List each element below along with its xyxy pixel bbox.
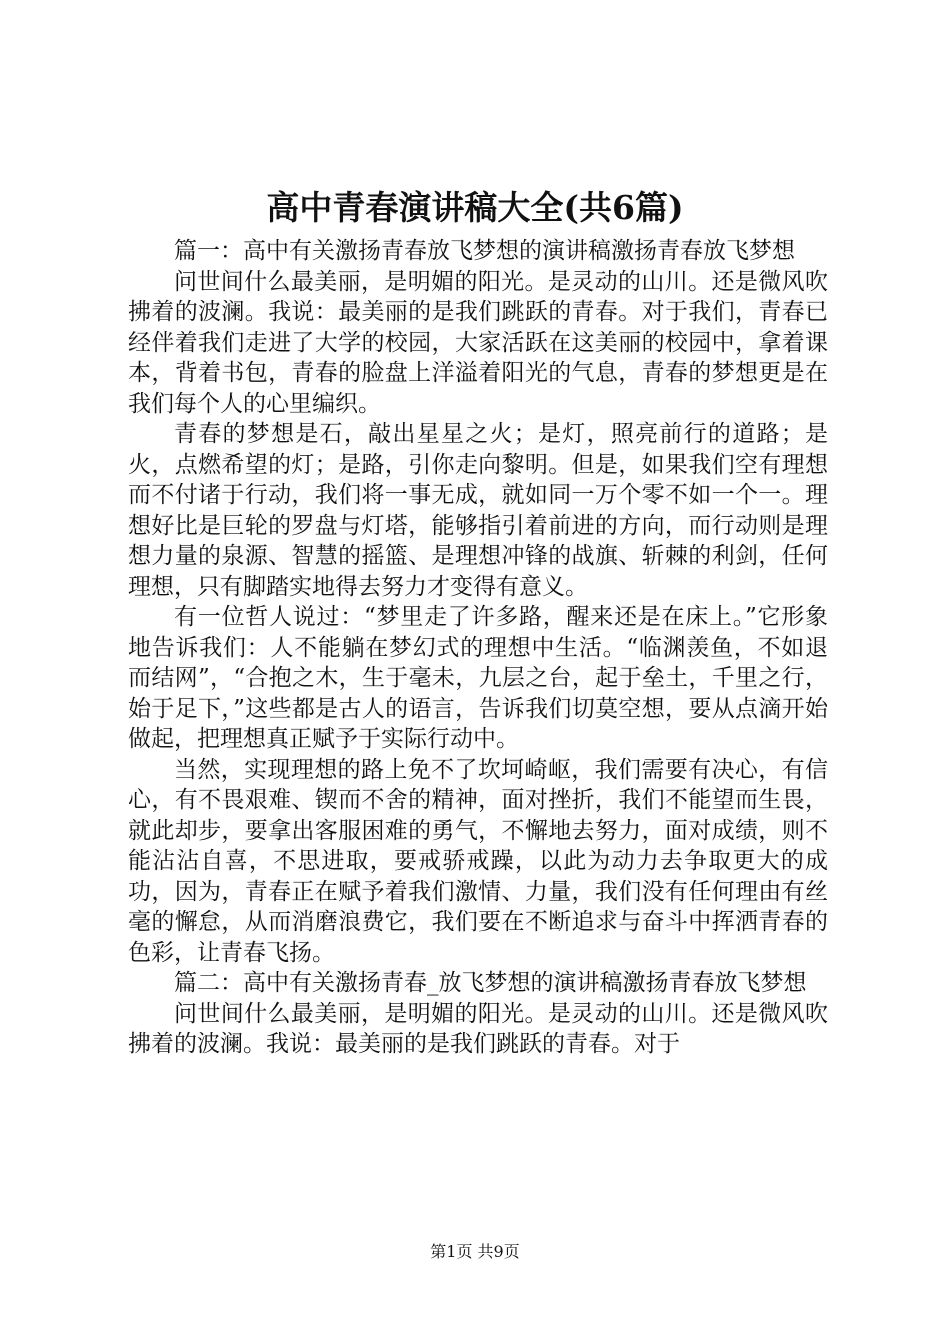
paragraph: 问世间什么最美丽，是明媚的阳光。是灵动的山川。还是微风吹拂着的波澜。我说：最美丽的是我们跳跃的青春。对于我们，青春已经伴着我们走进了大学的校园，大家活跃在这美丽的校园中，拿着课本，背着书包，青春的脸盘上洋溢着阳光的气息，青春的梦想更是在我们每个人的心里编织。 bbox=[128, 268, 828, 417]
paragraph: 青春的梦想是石，敲出星星之火；是灯，照亮前行的道路；是火，点燃希望的灯；是路，引你走向黎明。但是，如果我们空有理想而不付诸于行动，我们将一事无成，就如同一万个零不如一个一。理想好比是巨轮的罗盘与灯塔，能够指引着前进的方向，而行动则是理想力量的泉源、智慧的摇篮、是理想冲锋的战旗、斩棘的利剑，任何理想，只有脚踏实地得去努力才变得有意义。 bbox=[128, 421, 828, 600]
page-number-footer: 第1页 共9页 bbox=[430, 1242, 520, 1261]
paragraph: 问世间什么最美丽，是明媚的阳光。是灵动的山川。还是微风吹拂着的波澜。我说：最美丽的是我们跳跃的青春。对于 bbox=[128, 1000, 828, 1057]
paragraph: 有一位哲人说过：“梦里走了许多路，醒来还是在床上。”它形象地告诉我们：人不能躺在梦幻式的理想中生活。“临渊羡鱼，不如退而结网”，“合抱之木，生于毫未，九层之台，起于垒土，千里之行，始于足下，”这些都是古人的语言，告诉我们切莫空想，要从点滴开始做起，把理想真正赋予于实际行动中。 bbox=[128, 604, 828, 752]
document-title: 高中青春演讲稿大全(共6篇) bbox=[266, 188, 684, 227]
document-body bbox=[128, 236, 828, 1060]
section-heading-2: 篇二：高中有关激扬青春_放飞梦想的演讲稿激扬青春放飞梦想 bbox=[174, 970, 807, 996]
section-heading-1: 篇一：高中有关激扬青春放飞梦想的演讲稿激扬青春放飞梦想 bbox=[174, 238, 795, 264]
paragraph: 当然，实现理想的路上免不了坎坷崎岖，我们需要有决心，有信心，有不畏艰难、锲而不舍的精神，面对挫折，我们不能望而生畏，就此却步，要拿出客服困难的勇气，不懈地去努力，面对成绩，则不能沾沾自喜，不思进取，要戒骄戒躁，以此为动力去争取更大的成功，因为，青春正在赋予着我们激情、力量，我们没有任何理由有丝毫的懈怠，从而消磨浪费它，我们要在不断追求与奋斗中挥洒青春的色彩，让青春飞扬。 bbox=[128, 756, 828, 966]
